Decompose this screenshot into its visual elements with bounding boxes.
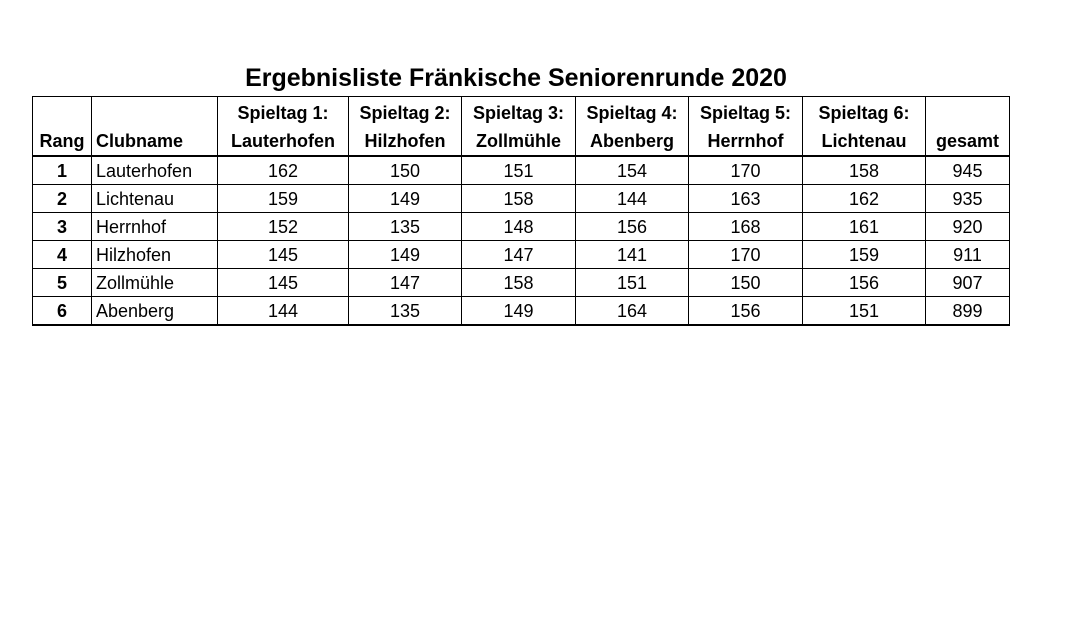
header-spieltag-venue: Abenberg (589, 131, 674, 151)
score-cell: 149 (349, 241, 462, 269)
header-spieltag-label: Spieltag 1: (237, 103, 329, 123)
score-cell: 150 (349, 156, 462, 185)
score-cell: 150 (689, 269, 803, 297)
score-cell: 158 (462, 185, 576, 213)
header-spieltag-venue: Lichtenau (821, 131, 907, 151)
club-cell: Lichtenau (92, 185, 218, 213)
header-spieltag-2 (349, 97, 462, 157)
score-cell: 151 (462, 156, 576, 185)
club-cell: Herrnhof (92, 213, 218, 241)
header-spieltag-1 (218, 97, 349, 157)
score-cell: 147 (349, 269, 462, 297)
total-cell: 935 (926, 185, 1010, 213)
header-spieltag-5 (689, 97, 803, 157)
rank-cell: 5 (33, 269, 92, 297)
score-cell: 156 (803, 269, 926, 297)
score-cell: 158 (462, 269, 576, 297)
score-cell: 170 (689, 156, 803, 185)
score-cell: 151 (803, 297, 926, 326)
total-cell: 911 (926, 241, 1010, 269)
header-spieltag-3 (462, 97, 576, 157)
score-cell: 144 (218, 297, 349, 326)
total-cell: 945 (926, 156, 1010, 185)
header-spieltag-label: Spieltag 5: (699, 103, 792, 123)
score-cell: 141 (576, 241, 689, 269)
score-cell: 135 (349, 297, 462, 326)
header-spieltag-venue: Lauterhofen (230, 131, 335, 151)
rank-cell: 4 (33, 241, 92, 269)
score-cell: 154 (576, 156, 689, 185)
table-row (33, 213, 1010, 241)
score-cell: 158 (803, 156, 926, 185)
header-spieltag-venue: Herrnhof (707, 131, 784, 151)
header-spieltag-4 (576, 97, 689, 157)
score-cell: 164 (576, 297, 689, 326)
score-cell: 147 (462, 241, 576, 269)
score-cell: 151 (576, 269, 689, 297)
score-cell: 159 (218, 185, 349, 213)
total-cell: 899 (926, 297, 1010, 326)
club-cell: Abenberg (92, 297, 218, 326)
club-cell: Hilzhofen (92, 241, 218, 269)
score-cell: 149 (462, 297, 576, 326)
rank-cell: 1 (33, 156, 92, 185)
table-row (33, 269, 1010, 297)
score-cell: 145 (218, 241, 349, 269)
header-spieltag-label: Spieltag 2: (359, 103, 451, 123)
table-row (33, 241, 1010, 269)
score-cell: 148 (462, 213, 576, 241)
score-cell: 170 (689, 241, 803, 269)
score-cell: 145 (218, 269, 349, 297)
score-cell: 149 (349, 185, 462, 213)
score-cell: 156 (576, 213, 689, 241)
score-cell: 168 (689, 213, 803, 241)
score-cell: 163 (689, 185, 803, 213)
page-title: Ergebnisliste Fränkische Seniorenrunde 2020 (245, 64, 787, 92)
score-cell: 161 (803, 213, 926, 241)
header-spieltag-label: Spieltag 3: (472, 103, 565, 123)
score-cell: 152 (218, 213, 349, 241)
score-cell: 144 (576, 185, 689, 213)
results-table (32, 96, 1010, 326)
header-spieltag-label: Spieltag 6: (818, 103, 910, 123)
rank-cell: 6 (33, 297, 92, 326)
header-gesamt: gesamt (926, 97, 1010, 157)
rank-cell: 2 (33, 185, 92, 213)
total-cell: 907 (926, 269, 1010, 297)
score-cell: 159 (803, 241, 926, 269)
score-cell: 156 (689, 297, 803, 326)
score-cell: 162 (803, 185, 926, 213)
table-row (33, 185, 1010, 213)
score-cell: 162 (218, 156, 349, 185)
header-clubname: Clubname (92, 97, 218, 157)
header-spieltag-6 (803, 97, 926, 157)
header-spieltag-venue: Hilzhofen (364, 131, 446, 151)
header-rang: Rang (33, 97, 92, 157)
header-spieltag-label: Spieltag 4: (586, 103, 678, 123)
table-header-row (33, 97, 1010, 157)
score-cell: 135 (349, 213, 462, 241)
rank-cell: 3 (33, 213, 92, 241)
club-cell: Zollmühle (92, 269, 218, 297)
total-cell: 920 (926, 213, 1010, 241)
club-cell: Lauterhofen (92, 156, 218, 185)
table-row (33, 297, 1010, 326)
header-spieltag-venue: Zollmühle (476, 131, 561, 151)
table-row (33, 156, 1010, 185)
